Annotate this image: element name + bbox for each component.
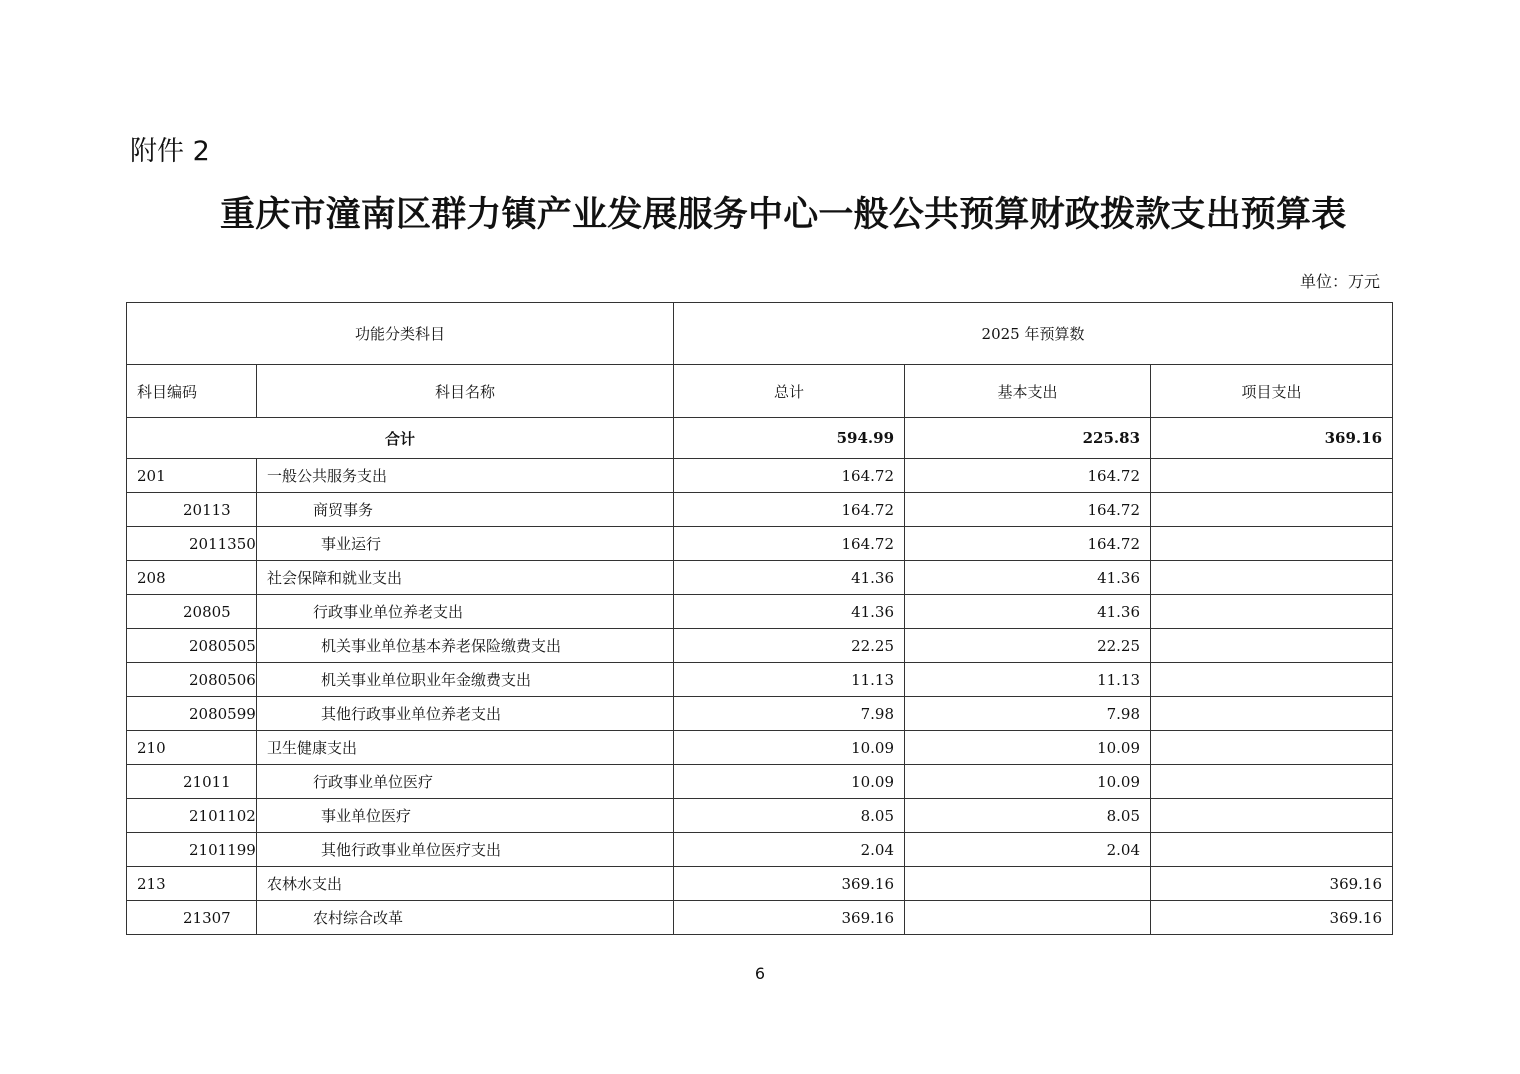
row-name: 一般公共服务支出 xyxy=(257,459,674,493)
row-project: 369.16 xyxy=(1151,867,1393,901)
table-row xyxy=(127,731,1393,765)
header-column-row xyxy=(127,365,1393,418)
row-basic: 10.09 xyxy=(905,731,1151,765)
row-basic: 11.13 xyxy=(905,663,1151,697)
row-code: 21307 xyxy=(127,901,257,935)
row-total: 22.25 xyxy=(674,629,905,663)
row-name: 卫生健康支出 xyxy=(257,731,674,765)
row-project xyxy=(1151,629,1393,663)
row-code: 2080506 xyxy=(127,663,257,697)
row-code: 213 xyxy=(127,867,257,901)
table-row xyxy=(127,459,1393,493)
page-title: 重庆市潼南区群力镇产业发展服务中心一般公共预算财政拨款支出预算表 xyxy=(220,195,1347,235)
row-project xyxy=(1151,595,1393,629)
row-code: 201 xyxy=(127,459,257,493)
row-name: 农林水支出 xyxy=(257,867,674,901)
page-number: 6 xyxy=(754,964,766,983)
total-label: 合计 xyxy=(127,418,674,459)
row-total: 2.04 xyxy=(674,833,905,867)
row-total: 164.72 xyxy=(674,459,905,493)
row-name: 行政事业单位养老支出 xyxy=(257,595,674,629)
row-name: 事业运行 xyxy=(257,527,674,561)
row-name: 其他行政事业单位医疗支出 xyxy=(257,833,674,867)
table-row xyxy=(127,799,1393,833)
row-project xyxy=(1151,493,1393,527)
budget-table-body xyxy=(127,303,1393,935)
row-name: 其他行政事业单位养老支出 xyxy=(257,697,674,731)
table-row xyxy=(127,765,1393,799)
row-total: 10.09 xyxy=(674,765,905,799)
row-name: 农村综合改革 xyxy=(257,901,674,935)
row-total: 8.05 xyxy=(674,799,905,833)
row-code: 2080505 xyxy=(127,629,257,663)
row-total: 369.16 xyxy=(674,901,905,935)
table-row xyxy=(127,629,1393,663)
header-functional-category: 功能分类科目 xyxy=(127,303,674,365)
table-row xyxy=(127,561,1393,595)
row-code: 2101199 xyxy=(127,833,257,867)
row-basic: 41.36 xyxy=(905,561,1151,595)
row-code: 2101102 xyxy=(127,799,257,833)
table-row xyxy=(127,595,1393,629)
row-basic xyxy=(905,901,1151,935)
row-project xyxy=(1151,833,1393,867)
unit-label: 单位：万元 xyxy=(1299,272,1380,291)
row-project xyxy=(1151,527,1393,561)
row-code: 2080599 xyxy=(127,697,257,731)
row-code: 208 xyxy=(127,561,257,595)
header-project: 项目支出 xyxy=(1151,365,1393,418)
table-row xyxy=(127,663,1393,697)
row-code: 21011 xyxy=(127,765,257,799)
row-total: 11.13 xyxy=(674,663,905,697)
table-row xyxy=(127,833,1393,867)
total-project: 369.16 xyxy=(1151,418,1393,459)
row-project xyxy=(1151,765,1393,799)
row-project xyxy=(1151,663,1393,697)
row-code: 2011350 xyxy=(127,527,257,561)
budget-table xyxy=(126,302,1393,935)
row-project: 369.16 xyxy=(1151,901,1393,935)
row-code: 210 xyxy=(127,731,257,765)
row-name: 商贸事务 xyxy=(257,493,674,527)
table-row xyxy=(127,901,1393,935)
row-basic: 8.05 xyxy=(905,799,1151,833)
table-row xyxy=(127,527,1393,561)
row-name: 机关事业单位职业年金缴费支出 xyxy=(257,663,674,697)
total-amount: 594.99 xyxy=(674,418,905,459)
row-basic: 41.36 xyxy=(905,595,1151,629)
row-basic: 10.09 xyxy=(905,765,1151,799)
attachment-label: 附件 2 xyxy=(130,136,210,167)
row-basic: 164.72 xyxy=(905,527,1151,561)
header-name: 科目名称 xyxy=(257,365,674,418)
row-code: 20113 xyxy=(127,493,257,527)
table-row xyxy=(127,697,1393,731)
table-row xyxy=(127,493,1393,527)
header-group-row xyxy=(127,303,1393,365)
header-basic: 基本支出 xyxy=(905,365,1151,418)
row-basic: 164.72 xyxy=(905,459,1151,493)
row-basic: 7.98 xyxy=(905,697,1151,731)
row-project xyxy=(1151,697,1393,731)
header-code: 科目编码 xyxy=(127,365,257,418)
row-total: 164.72 xyxy=(674,493,905,527)
row-basic: 2.04 xyxy=(905,833,1151,867)
header-budget-year: 2025 年预算数 xyxy=(674,303,1393,365)
row-total: 41.36 xyxy=(674,561,905,595)
row-total: 369.16 xyxy=(674,867,905,901)
row-basic xyxy=(905,867,1151,901)
row-project xyxy=(1151,561,1393,595)
row-name: 行政事业单位医疗 xyxy=(257,765,674,799)
header-total: 总计 xyxy=(674,365,905,418)
row-total: 164.72 xyxy=(674,527,905,561)
row-name: 事业单位医疗 xyxy=(257,799,674,833)
row-total: 7.98 xyxy=(674,697,905,731)
row-total: 41.36 xyxy=(674,595,905,629)
row-name: 机关事业单位基本养老保险缴费支出 xyxy=(257,629,674,663)
total-basic: 225.83 xyxy=(905,418,1151,459)
row-code: 20805 xyxy=(127,595,257,629)
row-total: 10.09 xyxy=(674,731,905,765)
row-project xyxy=(1151,731,1393,765)
row-name: 社会保障和就业支出 xyxy=(257,561,674,595)
row-project xyxy=(1151,459,1393,493)
table-row xyxy=(127,867,1393,901)
row-basic: 164.72 xyxy=(905,493,1151,527)
row-basic: 22.25 xyxy=(905,629,1151,663)
row-project xyxy=(1151,799,1393,833)
total-row xyxy=(127,418,1393,459)
